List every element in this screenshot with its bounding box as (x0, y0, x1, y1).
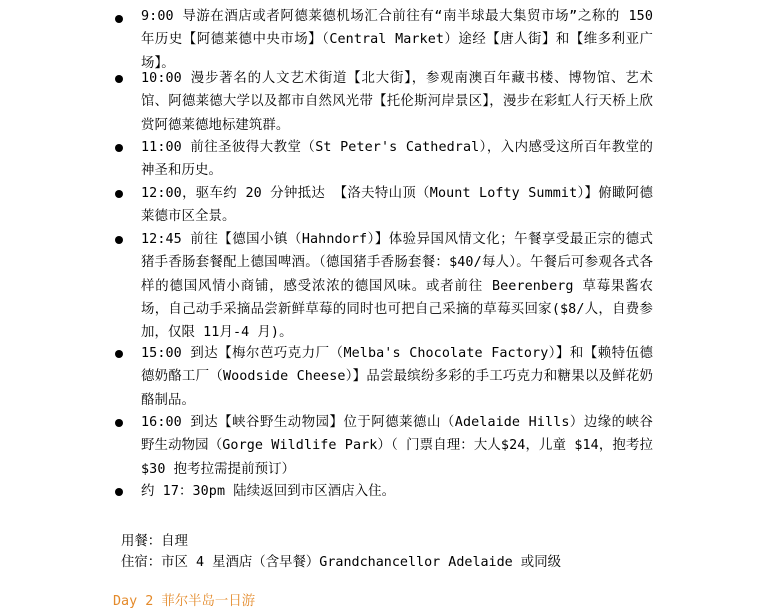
day-title: 菲尔半岛一日游 (161, 594, 256, 609)
itinerary-item-text: 10:00 漫步著名的人文艺术街道【北大街】，参观南澳百年藏书楼、博物馆、艺术馆、阿德莱德大学以及都市自然风光带【托伦斯河岸景区】，漫步在彩虹人行天桥上欣赏阿德莱德地标建筑群。 (141, 71, 653, 133)
lodging-line: 住宿：市区 4 星酒店（含早餐）Grandchancellor Adelaide 或同级 (121, 555, 561, 570)
itinerary-item-text: 12:00，驱车约 20 分钟抵达 【洛夫特山顶（Mount Lofty Summit）】俯瞰阿德莱德市区全景。 (141, 186, 653, 225)
itinerary-item-text: 11:00 前往圣彼得大教堂（St Peter's Cathedral），入内感受这所百年教堂的神圣和历史。 (141, 140, 653, 179)
itinerary-item-text: 约 17：30pm 陆续返回到市区酒店入住。 (141, 484, 396, 499)
itinerary-item-text: 15:00 到达【梅尔芭巧克力厂（Melba's Chocolate Factory）】和【赖特伍德德奶酪工厂（Woodside Cheese）】品尝最缤纷多彩的手工巧克力和糖果以及鲜花奶酪制品。 (141, 346, 653, 408)
bullet-icon (115, 15, 123, 23)
bullet-icon (115, 75, 123, 83)
bullet-icon (115, 190, 123, 198)
bullet-icon (115, 236, 123, 244)
bullet-icon (115, 419, 123, 427)
day-heading (113, 592, 255, 612)
meals-line: 用餐：自理 (121, 534, 188, 549)
itinerary-item-text: 12:45 前往【德国小镇（Hahndorf）】体验异国风情文化；午餐享受最正宗的德式猪手香肠套餐配上德国啤酒。（德国猪手香肠套餐：$40/每人）。午餐后可参观各式各样的德国风情小商铺，感受浓浓的德国风味。或者前往 Beerenberg 草莓果酱农场，自己动手采摘品尝新鲜草莓的同时也可把自己采摘的草莓买回家($8/人，自费参加，仅限 11月-4 月)。 (141, 232, 653, 341)
day-number: Day 2 (113, 594, 154, 609)
bullet-icon (115, 144, 123, 152)
bullet-icon (115, 350, 123, 358)
itinerary-item-text: 16:00 到达【峡谷野生动物园】位于阿德莱德山（Adelaide Hills）边缘的峡谷野生动物园（Gorge Wildlife Park）（ 门票自理：大人$24，儿童 $14，抱考拉$30 抱考拉需提前预订） (141, 415, 653, 477)
bullet-icon (115, 488, 123, 496)
itinerary-item-text: 9:00 导游在酒店或者阿德莱德机场汇合前往有“南半球最大集贸市场”之称的 150 年历史【阿德莱德中央市场】（Central Market）途经【唐人街】和【维多利亚广场】。 (141, 9, 653, 71)
